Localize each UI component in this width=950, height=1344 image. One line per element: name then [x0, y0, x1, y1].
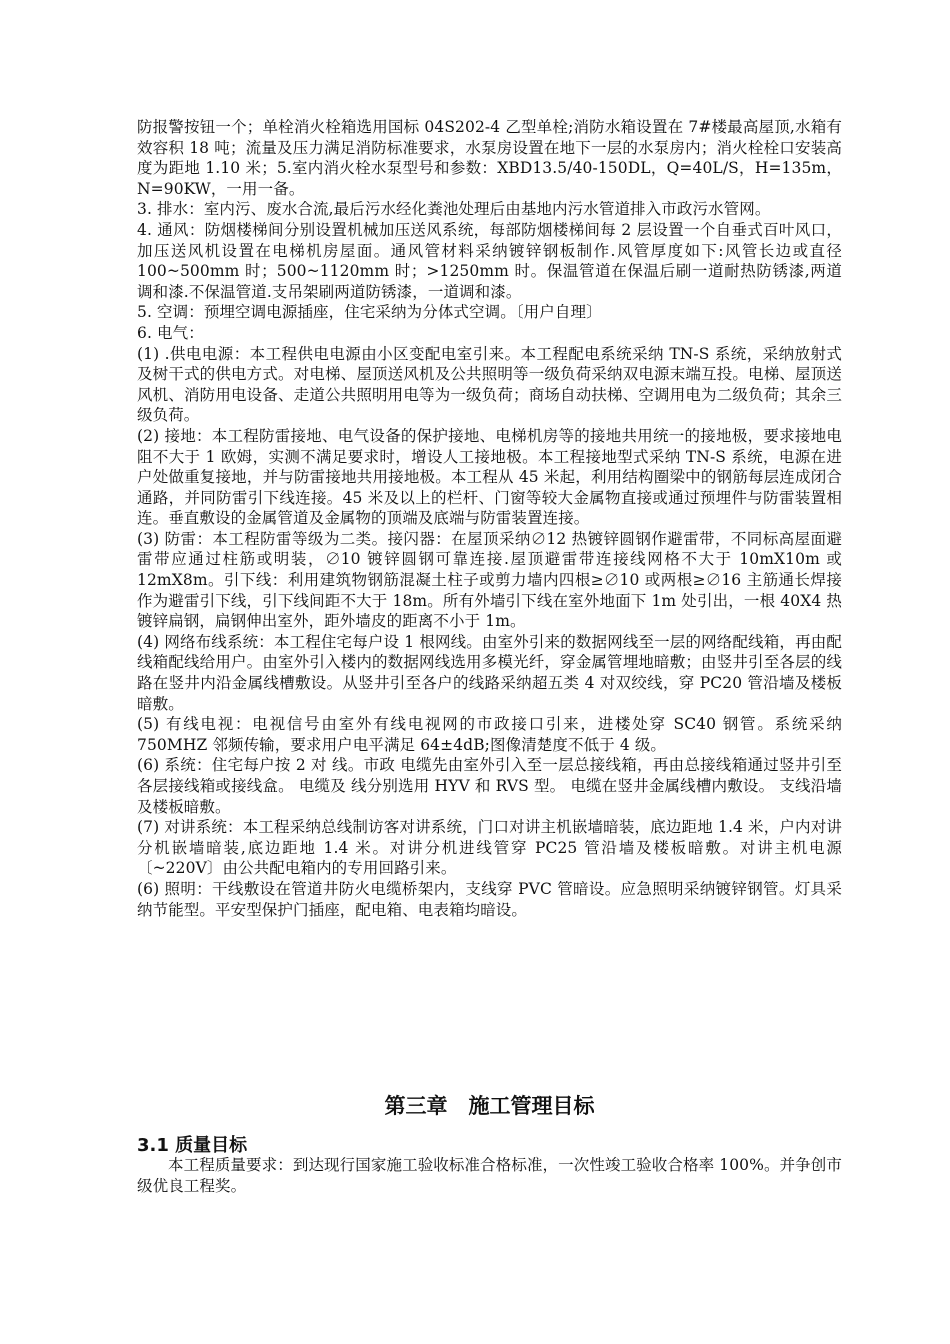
- paragraph-electrical-heading: 6. 电气：: [137, 323, 204, 342]
- paragraph-ventilation: 4. 通风：防烟楼梯间分别设置机械加压送风系统，每部防烟楼梯间每 2 层设置一个自垂式百叶风口，加压送风机设置在电梯机房屋面。通风管材料采纳镀锌钢板制作.风管厚度如下:风管长边或直径 100~500mm 时；500~1120mm 时；>1250mm 时。保温管道在保温后刷一道耐热防锈漆,两道调和漆.不保温管道.支吊架刷两道防锈漆，一道调和漆。: [137, 220, 842, 301]
- paragraph-fire-protection: 防报警按钮一个；单栓消火栓箱选用国标 04S202-4 乙型单栓;消防水箱设置在 7#楼最高屋顶,水箱有效容积 18 吨；流量及压力满足消防标准要求，水泵房设置在地下一层的水泵房内；消火栓栓口安装高度为距地 1.10 米；5.室内消火栓水泵型号和参数：XBD13.5/40-150DL，Q=40L/S，H=135m，N=90KW，一用一备。: [137, 118, 842, 198]
- paragraph-lightning-protection: (3) 防雷：本工程防雷等级为二类。接闪器：在屋顶采纳∅12 热镀锌圆钢作避雷带，不同标高屋面避雷带应通过柱筋或明装，∅10 镀锌圆钢可靠连接.屋顶避雷带连接线网格不大于 10mX10m 或 12mX8m。引下线：利用建筑物钢筋混凝土柱子或剪力墙内四根≥∅10 或两根≥∅16 主筋通长焊接作为避雷引下线，引下线间距不大于 18m。所有外墙引下线在室外地面下 1m 处引出，一根 40X4 热镀锌扁钢，扁钢伸出室外，距外墙皮的距离不小于 1m。: [137, 529, 842, 631]
- section-body: 本工程质量要求：到达现行国家施工验收标准合格标准，一次性竣工验收合格率 100%。并争创市级优良工程奖。: [137, 1156, 842, 1195]
- paragraph-cable-tv: (5) 有线电视：电视信号由室外有线电视网的市政接口引来，进楼处穿 SC40 钢管。系统采纳 750MHZ 邻频传输，要求用户电平满足 64±4dB;图像清楚度不低于 4 级。: [137, 715, 842, 754]
- paragraph-drainage: 3. 排水：室内污、废水合流,最后污水经化粪池处理后由基地内污水管道排入市政污水管网。: [137, 200, 771, 219]
- section-title: 3.1 质量目标: [137, 1135, 248, 1156]
- paragraph-lighting: (6) 照明：干线敷设在管道井防火电缆桥架内，支线穿 PVC 管暗设。应急照明采纳镀锌钢管。灯具采纳节能型。平安型保护门插座，配电箱、电表箱均暗设。: [137, 879, 842, 919]
- paragraph-intercom: (7) 对讲系统：本工程采纳总线制访客对讲系统，门口对讲主机嵌墙暗装，底边距地 1.4 米，户内对讲分机嵌墙暗装,底边距地 1.4 米。对讲分机进线管穿 PC25 管沿墙及楼板暗敷。对讲主机电源 〔~220V〕由公共配电箱内的专用回路引来。: [137, 818, 842, 878]
- body-text: [137, 117, 842, 920]
- paragraph-telephone-system: (6) 系统：住宅每户按 2 对 线。市政 电缆先由室外引入至一层总接线箱，再由总接线箱通过竖井引至各层接线箱或接线盒。 电缆及 线分别选用 HYV 和 RVS 型。 电缆在竖井金属线槽内敷设。 支线沿墙及楼板暗敷。: [137, 756, 842, 816]
- paragraph-network-cabling: (4) 网络布线系统：本工程住宅每户设 1 根网线。由室外引来的数据网线至一层的网络配线箱，再由配线箱配线给用户。由室外引入楼内的数据网线选用多模光纤，穿金属管埋地暗敷；由竖井引至各层的线路在竖井内沿金属线槽敷设。从竖井引至各户的线路采纳超五类 4 对双绞线，穿 PC20 管沿墙及楼板暗敷。: [137, 632, 842, 713]
- paragraph-power-supply: (1) .供电电源：本工程供电电源由小区变配电室引来。本工程配电系统采纳 TN-S 系统，采纳放射式及树干式的供电方式。对电梯、屋顶送风机及公共照明等一级负荷采纳双电源末端互投。电梯、屋顶送风机、消防用电设备、走道公共照明用电等为一级负荷；商场自动扶梯、空调用电为二级负荷；其余三级负荷。: [137, 344, 842, 425]
- chapter-title: 第三章 施工管理目标: [384, 1094, 595, 1118]
- paragraph-grounding: (2) 接地：本工程防雷接地、电气设备的保护接地、电梯机房等的接地共用统一的接地极，要求接地电阻不大于 1 欧姆，实测不满足要求时，增设人工接地极。本工程接地型式采纳 TN-S 系统，电源在进户处做重复接地，并与防雷接地共用接地极。本工程从 45 米起，利用结构圈梁中的钢筋每层连成闭合通路，并同防雷引下线连接。45 米及以上的栏杆、门窗等较大金属物直接或通过预埋件与防雷装置相连。垂直敷设的金属管道及金属物的顶端及底端与防雷装置连接。: [137, 426, 842, 528]
- paragraph-air-conditioning: 5. 空调：预埋空调电源插座，住宅采纳为分体式空调。〔用户自理〕: [137, 303, 602, 322]
- document-page: [137, 117, 842, 1195]
